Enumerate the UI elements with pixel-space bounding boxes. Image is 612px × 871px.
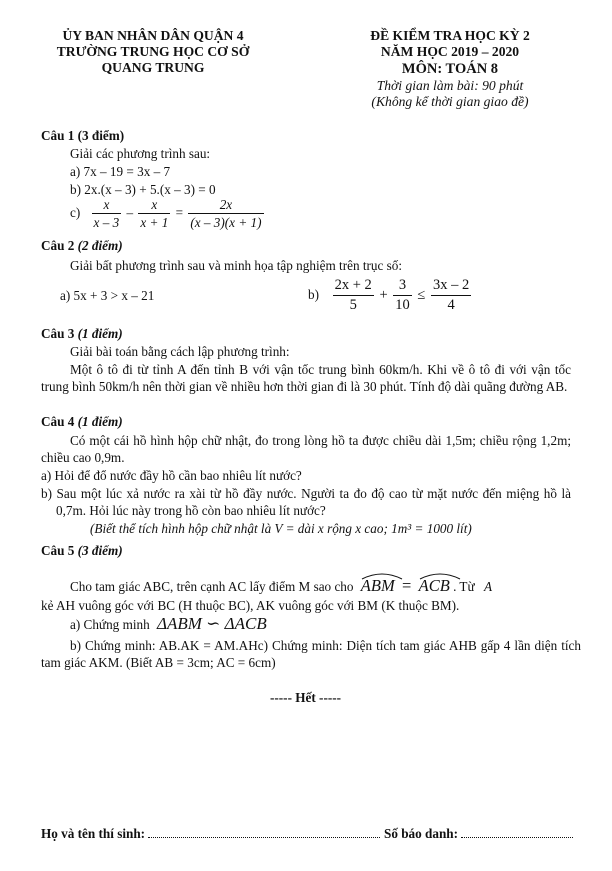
school-year: NĂM HỌC 2019 – 2020: [380, 44, 520, 59]
question-1-title: Câu 1: [41, 128, 75, 143]
duration-note: (Không kể thời gian giao đề): [371, 94, 529, 109]
fraction-1-denominator: x – 3: [93, 215, 120, 231]
question-3-body: Một ô tô đi từ tỉnh A đến tỉnh B với vận tốc trung bình 60km/h. Khi về ô tô đi với vận tốc trung bình 50km/h nên thời gian về nhiều hơn thời gian đi là 30 phút. Tính độ dài quãng đường AB.: [41, 362, 571, 394]
part-a-text: a) Chứng minh: [70, 617, 150, 632]
question-3-points: (1 điểm): [77, 326, 123, 341]
minus-sign: –: [126, 204, 134, 220]
question-1-part-c: [70, 198, 264, 229]
fraction-3: [188, 198, 263, 229]
part-c-label: c): [70, 204, 81, 220]
question-1-heading: [41, 128, 124, 144]
school-type: TRƯỜNG TRUNG HỌC CƠ SỞ: [56, 44, 250, 59]
question-3-title: Câu 3: [41, 326, 75, 341]
question-1-part-a: a) 7x – 19 = 3x – 7: [70, 164, 171, 179]
arc-mark-abm: [361, 572, 403, 580]
ineq-fraction-3: [431, 278, 471, 312]
candidate-id-field: [384, 826, 573, 842]
question-2-title: Câu 2: [41, 238, 75, 253]
question-5-part-a: [70, 616, 267, 633]
school-header: [18, 28, 288, 76]
question-4-part-b: b) Sau một lúc xả nước ra xài từ hồ đầy nước. Người ta đo độ cao từ mặt nước đến miệng hồ là 0,7m. Hỏi lúc này trong hồ còn bao nhiêu lít nước?: [41, 486, 571, 518]
exam-header: [300, 28, 600, 110]
end-marker: ----- Hết -----: [270, 690, 342, 705]
question-2-points: (2 điểm): [77, 238, 123, 253]
question-1-intro: Giải các phương trình sau:: [70, 146, 211, 161]
ineq-fraction-2-numerator: 3: [393, 278, 412, 296]
exam-duration: Thời gian làm bài: 90 phút: [376, 78, 524, 93]
candidate-name-label: Họ và tên thí sinh:: [41, 826, 146, 841]
question-2-intro: Giải bất phương trình sau và minh họa tập nghiệm trên trục số:: [70, 258, 403, 273]
fraction-3-denominator: (x – 3)(x + 1): [190, 215, 262, 231]
fraction-1: [92, 198, 122, 229]
question-1-part-b: b) 2x.(x – 3) + 5.(x – 3) = 0: [70, 182, 216, 197]
ineq-fraction-1: [333, 278, 374, 312]
question-4-points: (1 điểm): [77, 414, 123, 429]
less-equal-sign: ≤: [417, 287, 426, 303]
ineq-fraction-1-numerator: 2x + 2: [333, 278, 374, 296]
question-2-part-b: [308, 278, 471, 312]
equals-sign: =: [175, 204, 184, 220]
question-4-title: Câu 4: [41, 414, 75, 429]
part-b-label: b): [308, 287, 319, 302]
district-name: ỦY BAN NHÂN DÂN QUẬN 4: [62, 28, 244, 43]
question-5-points: (3 điểm): [77, 543, 123, 558]
question-4-heading: [41, 414, 123, 430]
angle-acb: [419, 578, 450, 594]
ineq-fraction-1-denominator: 5: [349, 296, 357, 313]
fraction-1-numerator: x: [92, 198, 122, 214]
question-5-intro-text: Cho tam giác ABC, trên cạnh AC lấy điểm M sao cho: [70, 579, 354, 594]
question-2-heading: [41, 238, 123, 254]
angle-acb-label: ACB: [418, 576, 450, 595]
plus-sign: +: [379, 287, 388, 303]
angle-equals: =: [402, 576, 412, 595]
arc-mark-acb: [419, 572, 461, 580]
candidate-name-field: [41, 826, 380, 842]
question-5-part-b: b) Chứng minh: AB.AK = AM.AHc) Chứng minh: Diện tích tam giác AHB gấp 4 lần diện tích tam giác AKM. (Biết AB = 3cm; AC = 6cm): [41, 638, 581, 670]
ineq-fraction-2-denominator: 10: [395, 296, 410, 313]
question-3-intro: Giải bài toán bằng cách lập phương trình:: [70, 344, 290, 359]
question-5-intro: [70, 578, 492, 595]
angle-abm: [361, 578, 395, 594]
candidate-id-label: Số báo danh:: [384, 826, 459, 841]
angle-abm-label: ABM: [360, 576, 395, 595]
question-4-hint: (Biết thể tích hình hộp chữ nhật là V = dài x rộng x cao; 1m³ = 1000 lít): [90, 521, 472, 536]
similar-triangles: ΔABM ∽ ΔACB: [156, 614, 267, 633]
school-name: QUANG TRUNG: [101, 60, 205, 75]
fraction-3-numerator: 2x: [188, 198, 263, 214]
subject: MÔN: TOÁN 8: [401, 61, 499, 77]
question-5-title: Câu 5: [41, 543, 75, 558]
candidate-name-blank: [148, 827, 380, 838]
question-2-part-a: a) 5x + 3 > x – 21: [60, 288, 155, 303]
question-5-line-2: kẻ AH vuông góc với BC (H thuộc BC), AK vuông góc với BM (K thuộc BM).: [41, 598, 460, 613]
point-a-label: A: [483, 579, 492, 594]
candidate-id-blank: [461, 827, 573, 838]
fraction-2-denominator: x + 1: [140, 215, 169, 231]
question-4-part-a: a) Hỏi để đổ nước đầy hồ cần bao nhiêu lít nước?: [41, 468, 302, 483]
ineq-fraction-3-numerator: 3x – 2: [431, 278, 471, 296]
exam-title: ĐỀ KIỂM TRA HỌC KỲ 2: [370, 28, 530, 43]
fraction-2: [138, 198, 170, 229]
question-5-heading: [41, 543, 123, 559]
fraction-2-numerator: x: [138, 198, 170, 214]
question-4-body: Có một cái hồ hình hộp chữ nhật, đo trong lòng hồ ta được chiều dài 1,5m; chiều rộng 1,2m; chiều cao 0,9m.: [41, 433, 571, 465]
ineq-fraction-3-denominator: 4: [447, 296, 455, 313]
question-1-points: (3 điểm): [77, 128, 125, 143]
question-3-heading: [41, 326, 123, 342]
question-5-intro-end: . Từ: [453, 579, 475, 594]
ineq-fraction-2: [393, 278, 412, 312]
